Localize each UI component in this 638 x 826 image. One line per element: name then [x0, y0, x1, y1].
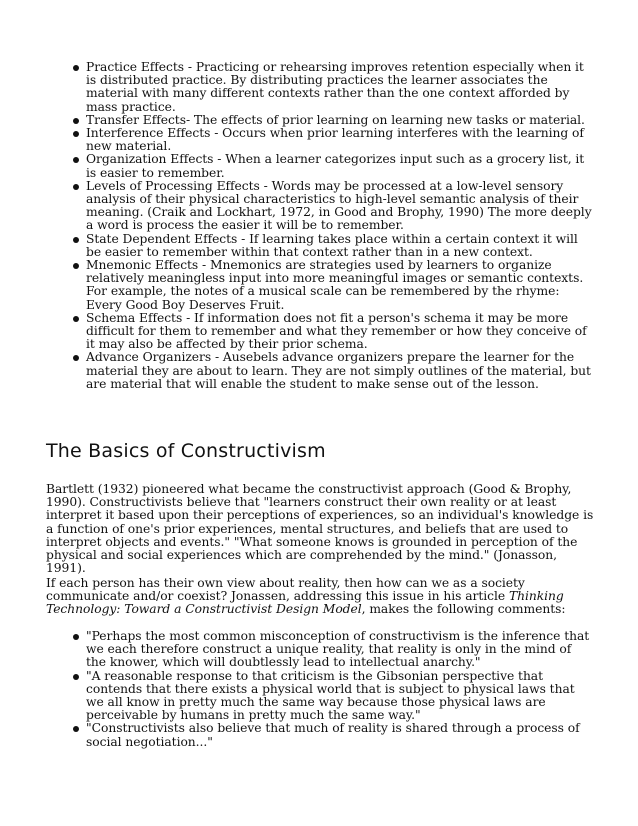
list-item-mnemonic-effects — [86, 259, 594, 312]
section-heading: The Basics of Constructivism — [46, 440, 326, 462]
bullet-icon — [73, 674, 79, 680]
bullet-icon — [73, 65, 79, 71]
paragraph-text: If each person has their own view about reality, then how can we as a society communicate and/or coexist? Jonassen, addressing this issue in his article — [46, 576, 525, 604]
list-item-advance-organizers — [86, 351, 594, 391]
bullet-icon — [73, 184, 79, 190]
quote-text: "A reasonable response to that criticism is the Gibsonian perspective that contends that there exists a physical world that is subject to physical laws that we all know in pretty much the same way because those physical laws are perceivable by humans in pretty much the same way." — [86, 668, 575, 723]
list-item-text: Schema Effects - If information does not fit a person's schema it may be more difficult for them to remember and what they remember or how they conceive of it may also be affected by their prior schema. — [86, 310, 587, 352]
learning-effects-list — [86, 61, 594, 391]
jonassen-paragraph — [46, 577, 594, 617]
quote-text: "Constructivists also believe that much of reality is shared through a process of social negotiation..." — [86, 721, 580, 749]
list-item-schema-effects — [86, 312, 594, 352]
bullet-icon — [73, 131, 79, 137]
list-item-interference-effects — [86, 127, 594, 153]
list-item-text: Levels of Processing Effects - Words may be processed at a low-level sensory analysis of their physical characteristics to high-level semantic analysis of their meaning. (Craik and Lockhart, 1972, in Good and Brophy, 1990) The more deeply a word is process the easier it will be to remember. — [86, 178, 592, 233]
bullet-icon — [73, 157, 79, 163]
bullet-icon — [73, 726, 79, 732]
jonassen-quotes-list — [86, 630, 594, 749]
bullet-icon — [73, 355, 79, 361]
list-item-practice-effects — [86, 61, 594, 114]
article-title: Thinking Technology: Toward a Constructivist Design Model — [46, 589, 564, 617]
paragraph-text: , makes the following comments: — [361, 602, 566, 617]
list-item-levels-of-processing — [86, 180, 594, 233]
list-item-text: Advance Organizers - Ausebels advance organizers prepare the learner for the material they are about to learn. They are not simply outlines of the material, but are material that will enable the student to make sense out of the lesson. — [86, 350, 591, 391]
list-item-text: Practice Effects - Practicing or rehearsing improves retention especially when it is distributed practice. By distributing practices the learner associates the material with many different contexts rather than the one context afforded by mass practice. — [86, 60, 584, 114]
list-item-text: State Dependent Effects - If learning takes place within a certain context it will be easier to remember within that context rather than in a new context. — [86, 231, 578, 259]
list-item-text: Organization Effects - When a learner categorizes input such as a grocery list, it is easier to remember. — [86, 152, 585, 180]
quote-item — [86, 630, 594, 670]
bullet-icon — [73, 634, 79, 640]
list-item-state-dependent-effects — [86, 233, 594, 259]
quote-text: "Perhaps the most common misconception of constructivism is the inference that we each therefore construct a unique reality, that reality is only in the mind of the knower, which will doubtlessly lead to intellectual anarchy." — [86, 629, 590, 670]
bullet-icon — [73, 263, 79, 269]
bullet-icon — [73, 118, 79, 124]
list-item-text: Interference Effects - Occurs when prior learning interferes with the learning of new material. — [86, 126, 584, 154]
intro-paragraph: Bartlett (1932) pioneered what became the constructivist approach (Good & Brophy, 1990). Constructivists believe that "learners construct their own reality or at least interpret it based upon their perceptions of experiences, so an individual's knowledge is a function of one's prior experiences, mental structures, and beliefs that are used to interpret objects and events." "What someone knows is grounded in perception of the physical and social experiences which are comprehended by the mind." (Jonasson, 1991). — [46, 482, 594, 576]
bullet-icon — [73, 237, 79, 243]
list-item-organization-effects — [86, 153, 594, 179]
bullet-icon — [73, 316, 79, 322]
quote-item — [86, 670, 594, 723]
quote-item — [86, 722, 594, 748]
list-item-text: Mnemonic Effects - Mnemonics are strategies used by learners to organize relatively meaningless input into more meaningful images or semantic contexts. For example, the notes of a musical scale can be remembered by the rhyme: Every Good Boy Deserves Fruit. — [86, 258, 584, 312]
list-item-text: Transfer Effects- The effects of prior learning on learning new tasks or material. — [86, 112, 585, 127]
